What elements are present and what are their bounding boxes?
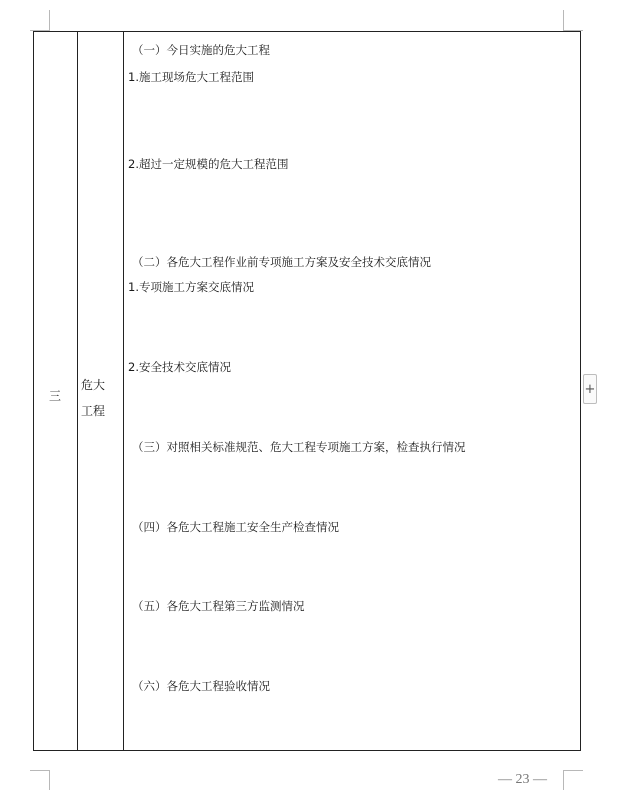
section-6-heading: （六）各危大工程验收情况 [132,679,270,693]
section-1-heading: （一）今日实施的危大工程 [132,43,270,57]
category-line-2: 工程 [81,404,106,418]
section-5-heading: （五）各危大工程第三方监测情况 [132,599,305,613]
row-number: 三 [49,389,62,403]
expand-plus-button[interactable]: + [583,374,597,404]
section-4-heading: （四）各危大工程施工安全生产检查情况 [132,520,339,534]
section-2-item-1: 1.专项施工方案交底情况 [128,280,254,294]
section-2-item-2: 2.安全技术交底情况 [128,360,231,374]
crop-mark-top-right [563,10,564,30]
crop-mark-bottom-left [49,770,50,790]
crop-mark-bottom-left-h [30,770,50,771]
section-1-item-2: 2.超过一定规模的危大工程范围 [128,157,289,171]
content-cell[interactable] [124,32,580,750]
inspection-table [33,31,581,751]
category-cell [81,372,105,424]
section-1-item-1: 1.施工现场危大工程范围 [128,70,254,84]
column-divider-1 [77,32,78,750]
crop-mark-bottom-right [563,770,564,790]
crop-mark-bottom-right-h [563,770,583,771]
page-number: — 23 — [498,772,547,787]
section-3-heading: （三）对照相关标准规范、危大工程专项施工方案，检查执行情况 [132,440,466,454]
crop-mark-top-left [49,10,50,30]
section-2-heading: （二）各危大工程作业前专项施工方案及安全技术交底情况 [132,255,431,269]
category-line-1: 危大 [81,378,106,392]
